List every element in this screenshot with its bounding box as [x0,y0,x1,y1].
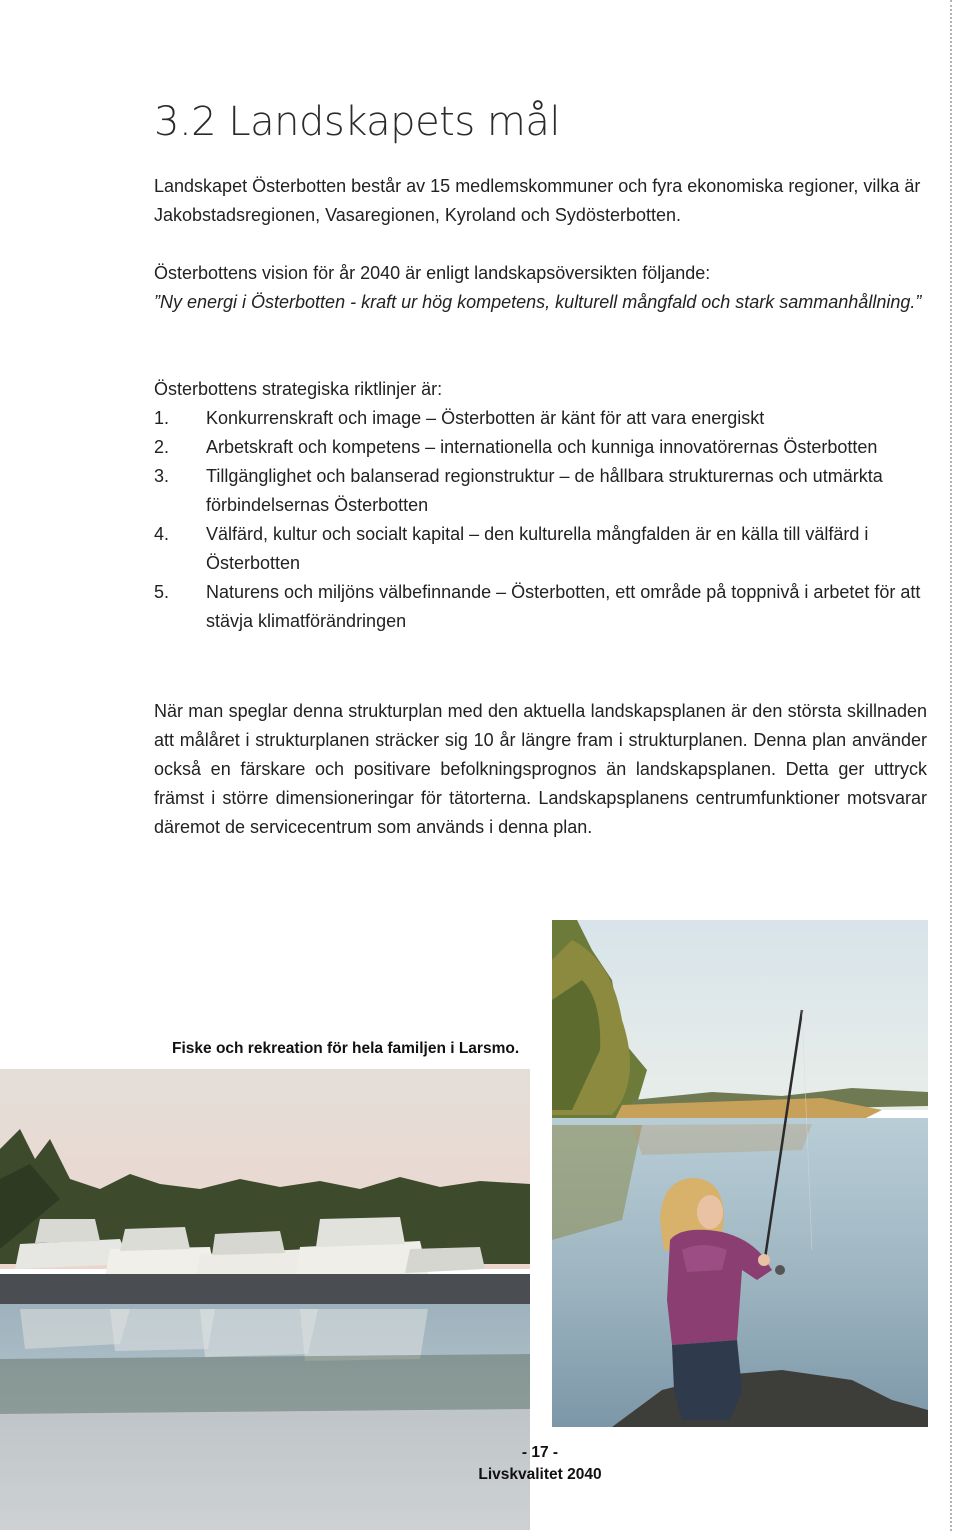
list-item-number: 4. [154,524,170,544]
list-item-text: Arbetskraft och kompetens – internationella och kunniga innovatörernas Österbotten [206,437,878,457]
summary-paragraph: När man speglar denna strukturplan med den aktuella landskapsplanen är den största skillnaden att målåret i strukturplanen sträcker sig 10 år längre fram i strukturplanen. Denna plan använder också en färskare och positivare befolkningsprognos än landskapsplanen. Detta ger uttryck främst i större dimensioneringar för tätorterna. Landskapsplanens centrumfunktioner motsvarar däremot de servicecentrum som används i denna plan. [154,701,927,837]
page-title: 3.2 Landskapets mål [154,99,561,145]
strategic-guidelines-list [154,404,927,636]
list-item [154,578,927,636]
list-item [154,520,927,578]
list-item-number: 2. [154,437,170,457]
list-item-number: 5. [154,582,170,602]
page-footer [430,1442,650,1486]
list-item [154,404,927,433]
intro-paragraph: Landskapet Österbotten består av 15 medlemskommuner och fyra ekonomiska regioner, vilka är Jakobstadsregionen, Vasaregionen, Kyroland och Sydösterbotten. [154,176,921,225]
list-item-text: Konkurrenskraft och image – Österbotten är känt för att vara energiskt [206,408,765,428]
list-item [154,433,927,462]
vision-quote: ”Ny energi i Österbotten - kraft ur hög kompetens, kulturell mångfald och stark sammanhållning.” [154,292,922,312]
list-item-text: Välfärd, kultur och socialt kapital – den kulturella mångfalden är en källa till välfärd i Österbotten [206,524,869,573]
footer-title: Livskvalitet 2040 [478,1466,602,1483]
photo-caption: Fiske och rekreation för hela familjen i Larsmo. [172,1040,520,1057]
vision-paragraph [154,259,927,317]
page-number: - 17 - [521,1444,559,1461]
list-item-text: Naturens och miljöns välbefinnande – Österbotten, ett område på toppnivå i arbetet för att stävja klimatförändringen [206,582,921,631]
photo-girl-fishing [552,920,928,1427]
vision-intro: Österbottens vision för år 2040 är enligt landskapsöversikten följande: [154,263,711,283]
list-item-text: Tillgänglighet och balanserad regionstruktur – de hållbara strukturernas och utmärkta förbindelsernas Österbotten [206,466,883,515]
list-item [154,462,927,520]
page-edge-dotted-line [950,0,952,1531]
list-item-number: 3. [154,466,170,486]
guidelines-lead: Österbottens strategiska riktlinjer är: [154,379,443,399]
list-item-number: 1. [154,408,170,428]
